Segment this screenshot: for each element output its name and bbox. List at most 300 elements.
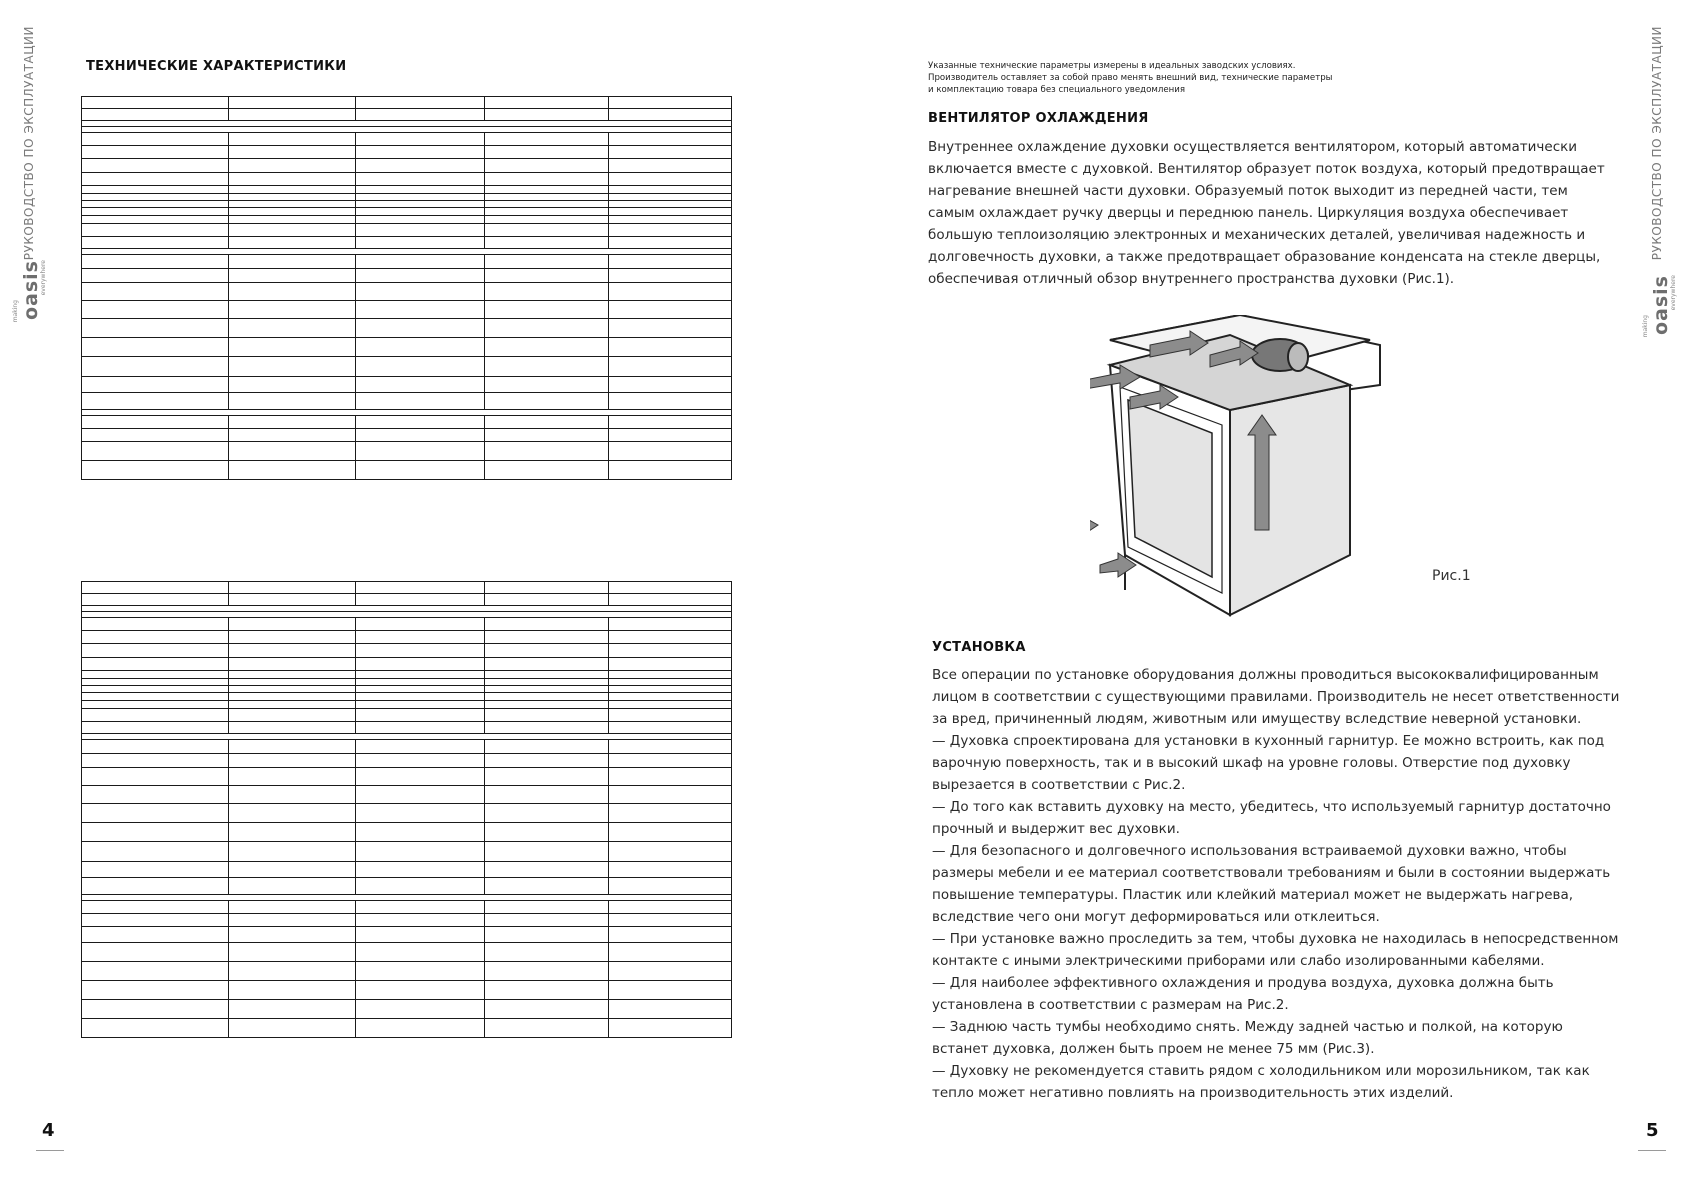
table-cell [229,693,356,701]
table-cell [82,754,229,768]
specs-title: ТЕХНИЧЕСКИЕ ХАРАКТЕРИСТИКИ [86,59,347,74]
table-cell [82,981,229,1000]
table-cell [356,319,485,338]
table-row [82,133,732,146]
table-cell [82,658,229,671]
table-cell [609,693,732,701]
table-cell [609,981,732,1000]
table-cell [356,901,485,914]
table-cell [229,914,356,927]
table-cell [609,671,732,679]
table-cell [356,804,485,823]
table-cell [356,208,485,216]
table-cell [82,429,229,442]
table-row [82,679,732,686]
table-cell [609,679,732,686]
table-row [82,216,732,224]
oven-fan-diagram [1090,315,1390,625]
table-row [82,594,732,606]
install-item: — Заднюю часть тумбы необходимо снять. Между задней частью и полкой, на которую встанет духовка, должен быть проем не менее 75 мм (Рис.3). [932,1019,1563,1057]
table-row [82,357,732,377]
table-cell [485,901,609,914]
table-cell [356,283,485,301]
table-cell [356,594,485,606]
table-cell [485,442,609,461]
table-cell [485,709,609,722]
note-line-3: и комплектацию товара без специального уведомления [928,85,1185,95]
table-cell [82,146,229,159]
table-cell [609,216,732,224]
table-cell [82,224,229,237]
table-cell [356,631,485,644]
table-cell [485,429,609,442]
table-cell [82,709,229,722]
table-cell [229,109,356,121]
table-row [82,981,732,1000]
table-cell [82,442,229,461]
table-cell [609,804,732,823]
table-cell [609,631,732,644]
table-row [82,255,732,269]
table-cell [609,201,732,208]
table-cell [609,842,732,862]
install-item: — Духовка спроектирована для установки в кухонный гарнитур. Ее можно встроить, как под варочную поверхность, так и в высокий шкаф на уровне головы. Отверстие под духовку вырезается в соответствии с Рис.2. [932,733,1605,793]
table-cell [229,1019,356,1038]
table-cell [82,133,229,146]
logo-tag-bottom: everywhere [40,260,47,296]
table-row [82,768,732,786]
table-row [82,943,732,962]
table-cell [485,216,609,224]
table-cell [485,237,609,249]
table-cell [82,594,229,606]
table-cell [229,644,356,658]
table-cell [485,768,609,786]
table-cell [356,224,485,237]
table-cell [356,194,485,201]
table-cell [609,1000,732,1019]
table-row [82,301,732,319]
table-cell [229,686,356,693]
table-row [82,631,732,644]
table-cell [609,740,732,754]
table-cell [485,878,609,895]
table-cell [609,159,732,173]
table-cell [609,862,732,878]
table-cell [229,319,356,338]
table-cell [82,416,229,429]
table-row [82,224,732,237]
table-cell [485,644,609,658]
table-cell [609,173,732,186]
table-row [82,1000,732,1019]
table-cell [229,224,356,237]
table-cell [485,823,609,842]
table-cell [229,786,356,804]
table-row [82,97,732,109]
table-cell [485,146,609,159]
table-cell [82,693,229,701]
table-cell [229,927,356,943]
table-cell [485,842,609,862]
table-cell [609,109,732,121]
install-item: — Для наиболее эффективного охлаждения и продува воздуха, духовка должна быть установлена в соответствии с размерам на Рис.2. [932,975,1554,1013]
table-cell [229,255,356,269]
install-item: — Для безопасного и долговечного использования встраиваемой духовки важно, чтобы размеры мебели и ее материал соответствовали требованиям и были в состоянии выдержать повышение температуры. Пластик или клейкий материал может не выдержать нагрева, вследствие чего они могут деформироваться или отклеиться. [932,843,1611,925]
table-cell [609,594,732,606]
table-row [82,740,732,754]
table-row [82,709,732,722]
table-cell [356,709,485,722]
table-cell [609,754,732,768]
table-cell [485,283,609,301]
note-line-2: Производитель оставляет за собой право менять внешний вид, технические параметры [928,73,1333,83]
table-cell [356,842,485,862]
table-cell [229,943,356,962]
table-row [82,693,732,701]
table-cell [229,962,356,981]
table-cell [609,338,732,357]
table-cell [229,173,356,186]
table-cell [356,927,485,943]
table-cell [82,216,229,224]
table-cell [229,133,356,146]
table-cell [485,914,609,927]
table-cell [609,377,732,393]
table-cell [229,301,356,319]
table-cell [609,1019,732,1038]
table-cell [229,618,356,631]
table-cell [609,429,732,442]
table-cell [82,842,229,862]
table-cell [82,201,229,208]
table-cell [82,686,229,693]
table-cell [356,981,485,1000]
table-cell [356,962,485,981]
table-row [82,442,732,461]
table-cell [609,416,732,429]
table-cell [229,823,356,842]
table-cell [356,377,485,393]
table-cell [229,754,356,768]
table-cell [82,786,229,804]
table-cell [485,159,609,173]
install-intro: Все операции по установке оборудования должны проводиться высококвалифицированным лицом в соответствии с существующими правилами. Производитель не несет ответственности за вред, причиненный людям, животным или имуществу вследствие неверной установки. [932,667,1620,727]
table-cell [356,146,485,159]
table-cell [82,618,229,631]
table-cell [229,740,356,754]
table-cell [609,686,732,693]
table-cell [485,722,609,734]
table-cell [356,754,485,768]
table-cell [356,686,485,693]
table-row [82,927,732,943]
table-row [82,962,732,981]
table-cell [609,208,732,216]
airflow-arrow-bottom [1090,515,1098,537]
table-cell [485,754,609,768]
table-cell [82,671,229,679]
table-cell [356,133,485,146]
table-cell [356,393,485,410]
table-cell [356,442,485,461]
table-cell [485,594,609,606]
table-row [82,878,732,895]
table-cell [229,269,356,283]
table-cell [82,109,229,121]
table-cell [356,693,485,701]
table-cell [356,878,485,895]
table-cell [229,1000,356,1019]
table-cell [229,594,356,606]
table-cell [82,927,229,943]
brand-logo-left [12,260,46,340]
table-cell [356,722,485,734]
table-cell [229,186,356,194]
table-cell [609,786,732,804]
oven-side [1230,385,1350,615]
table-row [82,429,732,442]
table-cell [485,582,609,594]
table-row [82,377,732,393]
table-cell [609,943,732,962]
logo-tag-top: making [12,300,19,323]
table-row [82,1019,732,1038]
logo-tag-top: making [1642,315,1649,338]
table-cell [485,693,609,701]
install-item: — Духовку не рекомендуется ставить рядом с холодильником или морозильником, так как тепло может негативно повлиять на производительность этих изделий. [932,1063,1590,1101]
table-row [82,159,732,173]
table-cell [229,377,356,393]
table-cell [229,194,356,201]
table-cell [609,709,732,722]
table-cell [485,943,609,962]
table-cell [485,804,609,823]
fan-paragraph: Внутреннее охлаждение духовки осуществляется вентилятором, который автоматически включается вместе с духовкой. Вентилятор образует поток воздуха, который предотвращает нагревание внешней части духовки. Образуемый поток выходит из передней части, тем самым охлаждает ручку дверцы и переднюю панель. Циркуляция воздуха обеспечивает большую теплоизоляцию электронных и механических деталей, увеличивая надежность и долговечность духовки, а также предотвращает образование конденсата на стекле дверцы, обеспечивая отличный обзор внутреннего пространства духовки (Рис.1). [928,139,1605,287]
table-cell [82,823,229,842]
table-cell [82,255,229,269]
table-cell [229,804,356,823]
install-heading: УСТАНОВКА [932,640,1026,655]
fan-hub [1288,343,1308,371]
table-row [82,804,732,823]
table-row [82,644,732,658]
table-cell [82,878,229,895]
table-cell [485,255,609,269]
table-cell [229,862,356,878]
manual-side-title-right: РУКОВОДСТВО ПО ЭКСПЛУАТАЦИИ [1650,26,1664,261]
table-cell [485,862,609,878]
table-cell [356,186,485,194]
technical-note [928,60,1448,96]
table-cell [609,914,732,927]
table-cell [229,701,356,709]
table-row [82,461,732,480]
table-cell [485,393,609,410]
table-cell [82,1000,229,1019]
table-cell [229,842,356,862]
table-cell [485,301,609,319]
table-cell [609,658,732,671]
table-cell [609,357,732,377]
table-cell [82,768,229,786]
table-cell [356,644,485,658]
specs-table-2 [81,581,732,1038]
table-row [82,393,732,410]
table-cell [609,901,732,914]
table-cell [609,962,732,981]
table-cell [229,393,356,410]
table-cell [82,338,229,357]
table-cell [82,319,229,338]
table-row [82,319,732,338]
table-row [82,194,732,201]
table-row [82,283,732,301]
table-cell [82,377,229,393]
table-cell [485,658,609,671]
table-row [82,186,732,194]
table-cell [356,701,485,709]
table-cell [485,357,609,377]
table-cell [356,216,485,224]
table-row [82,842,732,862]
table-cell [82,901,229,914]
table-row [82,618,732,631]
table-cell [485,701,609,709]
table-cell [82,283,229,301]
specs-table-1 [81,96,732,480]
table-cell [609,393,732,410]
logo-name: oasis [20,260,42,321]
table-cell [356,416,485,429]
table-cell [609,301,732,319]
table-cell [229,146,356,159]
table-row [82,237,732,249]
table-cell [229,679,356,686]
table-cell [485,269,609,283]
table-cell [356,679,485,686]
table-cell [485,927,609,943]
table-cell [356,582,485,594]
table-cell [609,319,732,338]
install-item: — При установке важно проследить за тем, чтобы духовка не находилась в непосредственном контакте с иными электрическими приборами или слабо изолированными кабелями. [932,931,1619,969]
table-cell [356,862,485,878]
table-cell [229,208,356,216]
table-row [82,823,732,842]
table-cell [82,301,229,319]
table-cell [229,429,356,442]
table-cell [356,671,485,679]
table-cell [485,97,609,109]
table-cell [229,981,356,1000]
table-row [82,722,732,734]
table-cell [609,269,732,283]
table-cell [356,740,485,754]
table-cell [82,582,229,594]
table-cell [82,914,229,927]
table-row [82,208,732,216]
table-cell [229,357,356,377]
table-cell [609,722,732,734]
table-cell [82,194,229,201]
install-text [932,664,1622,1104]
table-cell [356,658,485,671]
table-cell [485,786,609,804]
manual-side-title-left: РУКОВОДСТВО ПО ЭКСПЛУАТАЦИИ [22,26,36,261]
table-cell [229,582,356,594]
table-cell [609,461,732,480]
table-cell [485,416,609,429]
table-cell [229,338,356,357]
logo-name: oasis [1650,275,1672,336]
table-cell [609,878,732,895]
table-cell [356,159,485,173]
figure-label: Рис.1 [1432,568,1471,584]
table-cell [229,901,356,914]
table-cell [229,631,356,644]
table-cell [485,208,609,216]
table-cell [609,823,732,842]
table-cell [229,878,356,895]
table-cell [82,679,229,686]
table-cell [82,644,229,658]
table-row [82,786,732,804]
table-cell [356,461,485,480]
table-cell [82,237,229,249]
table-cell [229,709,356,722]
table-cell [229,97,356,109]
page-rule-left [36,1150,64,1151]
fan-heading: ВЕНТИЛЯТОР ОХЛАЖДЕНИЯ [928,111,1149,126]
table-row [82,862,732,878]
table-cell [356,201,485,208]
table-cell [356,786,485,804]
table-cell [82,701,229,709]
table-cell [609,442,732,461]
table-cell [609,927,732,943]
table-cell [356,823,485,842]
table-cell [82,186,229,194]
table-cell [229,442,356,461]
table-cell [229,416,356,429]
table-cell [485,618,609,631]
table-cell [229,768,356,786]
table-cell [609,237,732,249]
table-cell [485,740,609,754]
table-cell [82,943,229,962]
table-cell [356,301,485,319]
table-cell [609,644,732,658]
table-row [82,754,732,768]
install-item: — До того как вставить духовку на место, убедитесь, что используемый гарнитур достаточно прочный и выдержит вес духовки. [932,799,1611,837]
table-row [82,686,732,693]
table-cell [229,283,356,301]
table-cell [356,1019,485,1038]
table-cell [356,1000,485,1019]
table-cell [485,1000,609,1019]
table-cell [356,943,485,962]
table-cell [485,201,609,208]
table-row [82,658,732,671]
table-cell [229,237,356,249]
table-cell [82,208,229,216]
table-cell [485,679,609,686]
table-cell [609,133,732,146]
table-row [82,269,732,283]
table-cell [229,461,356,480]
table-cell [609,97,732,109]
table-cell [356,768,485,786]
